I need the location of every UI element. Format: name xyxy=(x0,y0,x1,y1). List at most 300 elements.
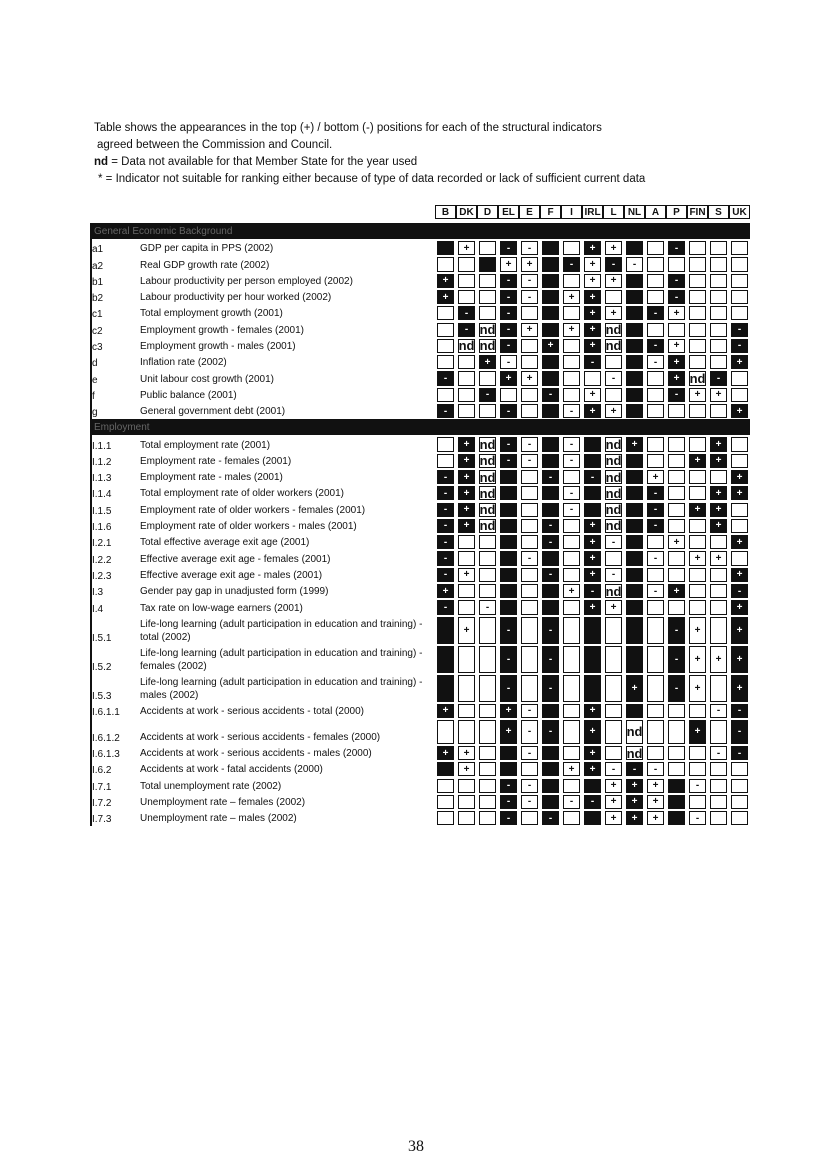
cell-a: - xyxy=(647,355,664,369)
cell-e: - xyxy=(521,720,538,744)
indicator-code: I.5.3 xyxy=(92,690,112,702)
cell-a: - xyxy=(647,551,664,565)
cell-p xyxy=(668,746,685,760)
cell-l xyxy=(605,746,622,760)
cell-el: + xyxy=(500,704,517,718)
cell-e xyxy=(521,503,538,517)
cell-irl: + xyxy=(584,720,601,744)
table-row xyxy=(90,436,750,452)
cell-fin xyxy=(689,584,706,598)
cell-a xyxy=(647,646,664,673)
cell-uk xyxy=(731,306,748,320)
table-row xyxy=(90,567,750,583)
cell-nl xyxy=(626,600,643,614)
cell-el xyxy=(500,746,517,760)
cell-i xyxy=(563,704,580,718)
cell-p xyxy=(668,779,685,793)
cell-i: + xyxy=(563,290,580,304)
cell-l xyxy=(605,720,622,744)
cell-el xyxy=(500,503,517,517)
cell-f xyxy=(542,290,559,304)
cell-nl: nd xyxy=(626,720,643,744)
column-header-irl: IRL xyxy=(582,205,603,219)
cell-b: - xyxy=(437,519,454,533)
table-row xyxy=(90,703,750,719)
cell-p xyxy=(668,551,685,565)
table-row xyxy=(90,256,750,272)
cell-f: - xyxy=(542,720,559,744)
table-row xyxy=(90,354,750,370)
cell-fin: + xyxy=(689,551,706,565)
cell-nl xyxy=(626,470,643,484)
cell-e: + xyxy=(521,371,538,385)
indicator-code: g xyxy=(92,407,98,419)
table-row xyxy=(90,370,750,386)
cell-p: - xyxy=(668,675,685,702)
indicator-code: c3 xyxy=(92,342,103,354)
cell-i xyxy=(563,339,580,353)
cell-e: - xyxy=(521,290,538,304)
cell-f xyxy=(542,437,559,451)
cell-uk xyxy=(731,811,748,825)
cell-s xyxy=(710,675,727,702)
cell-el: - xyxy=(500,675,517,702)
indicator-code: I.7.3 xyxy=(92,814,112,826)
cell-s xyxy=(710,600,727,614)
cell-d xyxy=(479,704,496,718)
cell-a: - xyxy=(647,306,664,320)
cell-p: + xyxy=(668,339,685,353)
cell-a xyxy=(647,600,664,614)
cell-el: - xyxy=(500,811,517,825)
cell-el: - xyxy=(500,779,517,793)
cell-irl: + xyxy=(584,551,601,565)
cell-e xyxy=(521,584,538,598)
table-row xyxy=(90,778,750,794)
cell-nl xyxy=(626,519,643,533)
cell-irl xyxy=(584,617,601,644)
table-left-border xyxy=(90,223,92,826)
cell-i: + xyxy=(563,323,580,337)
column-header-nl: NL xyxy=(624,205,645,219)
indicator-code: e xyxy=(92,374,98,386)
indicator-label: Unemployment rate – males (2002) xyxy=(140,813,297,825)
cell-b xyxy=(437,811,454,825)
cell-a: + xyxy=(647,795,664,809)
cell-d xyxy=(479,241,496,255)
cell-irl: + xyxy=(584,274,601,288)
cell-s xyxy=(710,306,727,320)
indicator-code: a2 xyxy=(92,260,104,272)
cell-s xyxy=(710,339,727,353)
indicator-label: Effective average exit age - females (2001) xyxy=(140,553,331,565)
cell-e xyxy=(521,811,538,825)
cell-i xyxy=(563,746,580,760)
table-row xyxy=(90,403,750,419)
cell-irl: + xyxy=(584,323,601,337)
cell-s xyxy=(710,355,727,369)
indicator-label: Employment rate of older workers - males (2001) xyxy=(140,521,357,533)
indicator-label: Accidents at work - serious accidents - males (2000) xyxy=(140,748,372,760)
cell-uk xyxy=(731,388,748,402)
cell-a xyxy=(647,568,664,582)
cell-d: + xyxy=(479,355,496,369)
cell-fin xyxy=(689,795,706,809)
cell-s: + xyxy=(710,519,727,533)
cell-fin xyxy=(689,323,706,337)
cell-i: - xyxy=(563,257,580,271)
table-row xyxy=(90,719,750,745)
cell-i: - xyxy=(563,454,580,468)
cell-nl xyxy=(626,454,643,468)
cell-l: + xyxy=(605,600,622,614)
cell-l xyxy=(605,675,622,702)
cell-s xyxy=(710,404,727,418)
cell-p: - xyxy=(668,274,685,288)
cell-nl xyxy=(626,371,643,385)
cell-p: + xyxy=(668,584,685,598)
indicator-label: Accidents at work - serious accidents - total (2000) xyxy=(140,705,364,717)
cell-b: + xyxy=(437,290,454,304)
cell-i xyxy=(563,355,580,369)
cell-dk: - xyxy=(458,323,475,337)
cell-i xyxy=(563,779,580,793)
cell-f: - xyxy=(542,675,559,702)
indicator-label: Unit labour cost growth (2001) xyxy=(140,373,274,385)
cell-d xyxy=(479,404,496,418)
cell-uk xyxy=(731,454,748,468)
cell-s xyxy=(710,779,727,793)
cell-p xyxy=(668,811,685,825)
cell-a xyxy=(647,617,664,644)
table-row xyxy=(90,485,750,501)
cell-el: - xyxy=(500,646,517,673)
cell-fin xyxy=(689,762,706,776)
indicator-label: General government debt (2001) xyxy=(140,406,286,418)
cell-fin xyxy=(689,535,706,549)
cell-i xyxy=(563,371,580,385)
cell-el xyxy=(500,568,517,582)
cell-l xyxy=(605,290,622,304)
cell-f xyxy=(542,274,559,288)
cell-l xyxy=(605,704,622,718)
cell-irl: + xyxy=(584,535,601,549)
column-header-p: P xyxy=(666,205,687,219)
cell-e xyxy=(521,762,538,776)
cell-a xyxy=(647,704,664,718)
cell-b xyxy=(437,339,454,353)
cell-fin xyxy=(689,519,706,533)
cell-irl: - xyxy=(584,470,601,484)
cell-irl: + xyxy=(584,257,601,271)
cell-dk: + xyxy=(458,241,475,255)
indicator-label: Employment rate - males (2001) xyxy=(140,472,283,484)
cell-s: + xyxy=(710,646,727,673)
nd-key: nd xyxy=(94,156,109,168)
cell-i xyxy=(563,600,580,614)
cell-s xyxy=(710,584,727,598)
cell-el: - xyxy=(500,437,517,451)
cell-l: nd xyxy=(605,453,622,469)
cell-i xyxy=(563,646,580,673)
cell-i xyxy=(563,241,580,255)
table-row xyxy=(90,810,750,826)
indicator-code: I.7.2 xyxy=(92,798,112,810)
cell-l: + xyxy=(605,306,622,320)
cell-irl: + xyxy=(584,746,601,760)
cell-uk: - xyxy=(731,339,748,353)
cell-i xyxy=(563,519,580,533)
cell-e xyxy=(521,486,538,500)
cell-nl: nd xyxy=(626,745,643,761)
cell-l xyxy=(605,646,622,673)
cell-irl: + xyxy=(584,762,601,776)
cell-f xyxy=(542,454,559,468)
cell-nl xyxy=(626,355,643,369)
cell-p: + xyxy=(668,306,685,320)
cell-f xyxy=(542,704,559,718)
column-header-b: B xyxy=(435,205,456,219)
cell-a: + xyxy=(647,811,664,825)
cell-e xyxy=(521,600,538,614)
cell-l: + xyxy=(605,779,622,793)
indicator-label: Labour productivity per hour worked (2002) xyxy=(140,292,332,304)
cell-b xyxy=(437,675,454,702)
cell-a xyxy=(647,323,664,337)
cell-dk xyxy=(458,600,475,614)
cell-dk xyxy=(458,274,475,288)
cell-irl: + xyxy=(584,519,601,533)
indicator-table xyxy=(90,205,750,826)
cell-d xyxy=(479,568,496,582)
cell-a xyxy=(647,404,664,418)
cell-p xyxy=(668,704,685,718)
cell-d xyxy=(479,290,496,304)
cell-d xyxy=(479,371,496,385)
cell-a xyxy=(647,746,664,760)
indicator-label: Life-long learning (adult participation in education and training) - total (2002) xyxy=(140,618,423,643)
cell-nl xyxy=(626,551,643,565)
cell-el: - xyxy=(500,323,517,337)
cell-e xyxy=(521,519,538,533)
cell-p xyxy=(668,795,685,809)
cell-el: - xyxy=(500,404,517,418)
cell-b: + xyxy=(437,274,454,288)
cell-d: nd xyxy=(479,338,496,354)
cell-i xyxy=(563,470,580,484)
cell-s xyxy=(710,795,727,809)
cell-e xyxy=(521,617,538,644)
indicator-code: f xyxy=(92,390,95,402)
cell-uk xyxy=(731,795,748,809)
cell-dk xyxy=(458,551,475,565)
cell-fin xyxy=(689,437,706,451)
cell-l: + xyxy=(605,811,622,825)
indicator-code: c1 xyxy=(92,309,103,321)
cell-f xyxy=(542,323,559,337)
cell-el xyxy=(500,519,517,533)
cell-nl: + xyxy=(626,437,643,451)
cell-uk: - xyxy=(731,323,748,337)
cell-a xyxy=(647,535,664,549)
cell-el: + xyxy=(500,720,517,744)
indicator-label: Inflation rate (2002) xyxy=(140,357,227,369)
cell-nl xyxy=(626,617,643,644)
cell-uk xyxy=(731,274,748,288)
cell-irl: + xyxy=(584,600,601,614)
cell-dk xyxy=(458,371,475,385)
cell-nl xyxy=(626,339,643,353)
cell-s xyxy=(710,257,727,271)
cell-i xyxy=(563,551,580,565)
cell-p xyxy=(668,762,685,776)
cell-a: - xyxy=(647,503,664,517)
column-header-s: S xyxy=(708,205,729,219)
cell-i: - xyxy=(563,437,580,451)
cell-a: + xyxy=(647,779,664,793)
cell-a xyxy=(647,274,664,288)
cell-b xyxy=(437,437,454,451)
indicator-label: Employment growth - females (2001) xyxy=(140,324,304,336)
cell-f: - xyxy=(542,646,559,673)
cell-f: - xyxy=(542,811,559,825)
cell-p xyxy=(668,257,685,271)
indicator-code: I.1.3 xyxy=(92,473,112,485)
indicator-code: I.2.2 xyxy=(92,554,112,566)
table-row xyxy=(90,305,750,321)
cell-irl xyxy=(584,486,601,500)
indicator-label: Public balance (2001) xyxy=(140,389,237,401)
star-legend: * = Indicator not suitable for ranking either because of type of data recorded or lack of sufficient current data xyxy=(98,173,646,185)
indicator-label: Total employment rate of older workers (2001) xyxy=(140,488,344,500)
cell-d: nd xyxy=(479,485,496,501)
cell-s: + xyxy=(710,486,727,500)
indicator-label: Tax rate on low-wage earners (2001) xyxy=(140,602,303,614)
cell-el: + xyxy=(500,257,517,271)
cell-f: - xyxy=(542,519,559,533)
indicator-code: I.3 xyxy=(92,587,104,599)
cell-d xyxy=(479,535,496,549)
cell-b: - xyxy=(437,404,454,418)
cell-s: - xyxy=(710,746,727,760)
cell-i xyxy=(563,535,580,549)
cell-i xyxy=(563,675,580,702)
cell-dk xyxy=(458,704,475,718)
cell-irl: - xyxy=(584,355,601,369)
cell-irl xyxy=(584,503,601,517)
cell-f xyxy=(542,551,559,565)
cell-el: - xyxy=(500,306,517,320)
cell-i: + xyxy=(563,762,580,776)
cell-l xyxy=(605,388,622,402)
cell-nl xyxy=(626,404,643,418)
cell-f: - xyxy=(542,470,559,484)
cell-el xyxy=(500,535,517,549)
cell-fin: + xyxy=(689,454,706,468)
cell-s xyxy=(710,568,727,582)
cell-nl xyxy=(626,535,643,549)
cell-uk xyxy=(731,437,748,451)
table-row xyxy=(90,502,750,518)
cell-f xyxy=(542,779,559,793)
cell-e: - xyxy=(521,795,538,809)
cell-uk xyxy=(731,371,748,385)
cell-l: nd xyxy=(605,436,622,452)
cell-e: - xyxy=(521,454,538,468)
cell-b xyxy=(437,323,454,337)
cell-d xyxy=(479,675,496,702)
cell-uk: + xyxy=(731,535,748,549)
cell-s xyxy=(710,811,727,825)
cell-p xyxy=(668,404,685,418)
cell-b xyxy=(437,779,454,793)
cell-b xyxy=(437,617,454,644)
cell-i: - xyxy=(563,404,580,418)
cell-fin: + xyxy=(689,675,706,702)
indicator-label: Accidents at work - fatal accidents (2000) xyxy=(140,764,323,776)
cell-el xyxy=(500,486,517,500)
cell-uk: + xyxy=(731,646,748,673)
cell-b xyxy=(437,241,454,255)
cell-fin xyxy=(689,746,706,760)
cell-p xyxy=(668,486,685,500)
cell-s: + xyxy=(710,388,727,402)
cell-b xyxy=(437,762,454,776)
cell-b: + xyxy=(437,584,454,598)
cell-fin xyxy=(689,241,706,255)
indicator-code: b1 xyxy=(92,276,104,288)
cell-s xyxy=(710,274,727,288)
cell-e: - xyxy=(521,437,538,451)
indicator-code: I.7.1 xyxy=(92,781,112,793)
cell-d xyxy=(479,617,496,644)
cell-uk xyxy=(731,257,748,271)
cell-el xyxy=(500,388,517,402)
cell-d: - xyxy=(479,600,496,614)
cell-uk: + xyxy=(731,675,748,702)
indicator-label: Gender pay gap in unadjusted form (1999) xyxy=(140,586,329,598)
cell-b: - xyxy=(437,470,454,484)
cell-s: + xyxy=(710,551,727,565)
cell-s xyxy=(710,535,727,549)
cell-el: - xyxy=(500,355,517,369)
cell-dk: + xyxy=(458,746,475,760)
cell-f xyxy=(542,241,559,255)
cell-s: + xyxy=(710,437,727,451)
column-header-d: D xyxy=(477,205,498,219)
cell-d xyxy=(479,779,496,793)
cell-s: + xyxy=(710,503,727,517)
indicator-code: d xyxy=(92,358,98,370)
cell-fin xyxy=(689,704,706,718)
table-row xyxy=(90,616,750,645)
indicator-label: Employment rate - females (2001) xyxy=(140,455,292,467)
cell-irl: - xyxy=(584,795,601,809)
cell-l: nd xyxy=(605,518,622,534)
cell-l: + xyxy=(605,274,622,288)
table-row xyxy=(90,518,750,534)
cell-dk xyxy=(458,404,475,418)
cell-el xyxy=(500,470,517,484)
cell-d: nd xyxy=(479,469,496,485)
cell-f: - xyxy=(542,617,559,644)
indicator-label: Labour productivity per person employed (2002) xyxy=(140,275,353,287)
cell-fin: + xyxy=(689,646,706,673)
cell-i xyxy=(563,274,580,288)
cell-f: - xyxy=(542,568,559,582)
cell-e: - xyxy=(521,704,538,718)
section-header: General Economic Background xyxy=(90,223,750,239)
